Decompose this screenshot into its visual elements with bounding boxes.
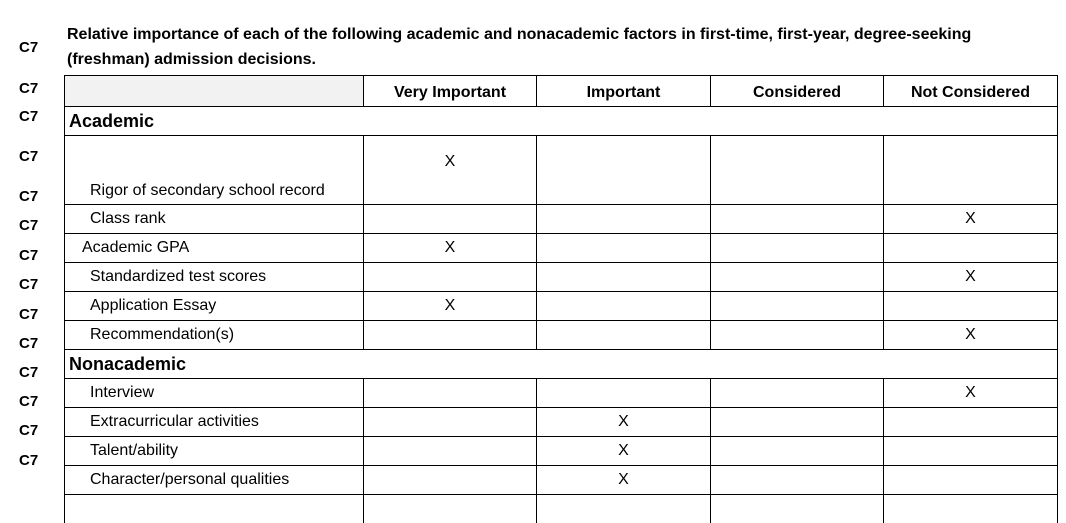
factor-label: Class rank	[65, 205, 364, 234]
mark-cell	[884, 292, 1058, 321]
mark-cell	[537, 205, 711, 234]
table-row	[65, 379, 1058, 408]
empty-cell	[884, 495, 1058, 523]
column-header-considered: Considered	[711, 76, 884, 107]
column-header-important: Important	[537, 76, 711, 107]
mark-cell	[711, 205, 884, 234]
mark-cell: X	[364, 292, 537, 321]
mark-cell	[364, 408, 537, 437]
empty-cell	[711, 495, 884, 523]
row-code: C7	[19, 40, 43, 55]
factor-label: Standardized test scores	[65, 263, 364, 292]
empty-cell	[364, 495, 537, 523]
mark-cell	[711, 136, 884, 205]
question-title: Relative importance of each of the following academic and nonacademic factors in first-time, first-year, degree-seeking (freshman) admission decisions.	[67, 22, 1027, 72]
mark-cell	[364, 263, 537, 292]
factor-label: Talent/ability	[65, 437, 364, 466]
table-row	[65, 136, 1058, 205]
row-code: C7	[19, 453, 43, 468]
mark-cell	[537, 321, 711, 350]
mark-cell	[537, 263, 711, 292]
mark-cell	[711, 263, 884, 292]
factor-label: Extracurricular activities	[65, 408, 364, 437]
mark-cell	[364, 379, 537, 408]
mark-cell	[884, 408, 1058, 437]
mark-cell	[884, 234, 1058, 263]
row-code: C7	[19, 189, 43, 204]
mark-cell	[537, 379, 711, 408]
mark-cell	[711, 379, 884, 408]
mark-cell	[364, 321, 537, 350]
row-code: C7	[19, 149, 43, 164]
mark-cell	[711, 408, 884, 437]
factor-label: Character/personal qualities	[65, 466, 364, 495]
mark-cell	[711, 292, 884, 321]
row-code: C7	[19, 336, 43, 351]
section-row-academic	[65, 107, 1058, 136]
factor-label: Interview	[65, 379, 364, 408]
section-label: Academic	[65, 107, 1058, 136]
factor-label: Application Essay	[65, 292, 364, 321]
row-code: C7	[19, 307, 43, 322]
row-code: C7	[19, 277, 43, 292]
empty-cell	[65, 495, 364, 523]
header-blank-cell	[65, 76, 364, 107]
section-label: Nonacademic	[65, 350, 1058, 379]
mark-cell	[711, 234, 884, 263]
mark-cell: X	[537, 437, 711, 466]
mark-cell	[537, 292, 711, 321]
mark-cell	[364, 437, 537, 466]
section-row-nonacademic	[65, 350, 1058, 379]
mark-cell: X	[537, 466, 711, 495]
mark-cell	[884, 466, 1058, 495]
mark-cell: X	[364, 234, 537, 263]
mark-cell	[884, 136, 1058, 205]
admission-factors-table	[64, 75, 1058, 523]
mark-cell: X	[884, 263, 1058, 292]
row-code: C7	[19, 81, 43, 96]
column-header-very-important: Very Important	[364, 76, 537, 107]
mark-cell	[537, 234, 711, 263]
mark-cell	[884, 437, 1058, 466]
factor-label: Academic GPA	[65, 234, 364, 263]
table-row	[65, 437, 1058, 466]
table-row	[65, 234, 1058, 263]
mark-cell: X	[884, 321, 1058, 350]
table-row	[65, 263, 1058, 292]
table-row	[65, 321, 1058, 350]
column-header-not-considered: Not Considered	[884, 76, 1058, 107]
table-row	[65, 466, 1058, 495]
table-header-row	[65, 76, 1058, 107]
table-row-cutoff	[65, 495, 1058, 523]
mark-cell: X	[884, 205, 1058, 234]
table-row	[65, 292, 1058, 321]
mark-cell	[364, 205, 537, 234]
mark-cell	[711, 321, 884, 350]
row-code: C7	[19, 423, 43, 438]
row-code: C7	[19, 248, 43, 263]
empty-cell	[537, 495, 711, 523]
mark-cell	[711, 437, 884, 466]
mark-cell: X	[364, 136, 537, 205]
table-row	[65, 408, 1058, 437]
row-code: C7	[19, 365, 43, 380]
mark-cell	[537, 136, 711, 205]
factor-label: Recommendation(s)	[65, 321, 364, 350]
mark-cell: X	[537, 408, 711, 437]
mark-cell	[711, 466, 884, 495]
mark-cell	[364, 466, 537, 495]
factor-label: Rigor of secondary school record	[65, 136, 364, 205]
row-code: C7	[19, 218, 43, 233]
row-code: C7	[19, 109, 43, 124]
row-code: C7	[19, 394, 43, 409]
table-row	[65, 205, 1058, 234]
mark-cell: X	[884, 379, 1058, 408]
